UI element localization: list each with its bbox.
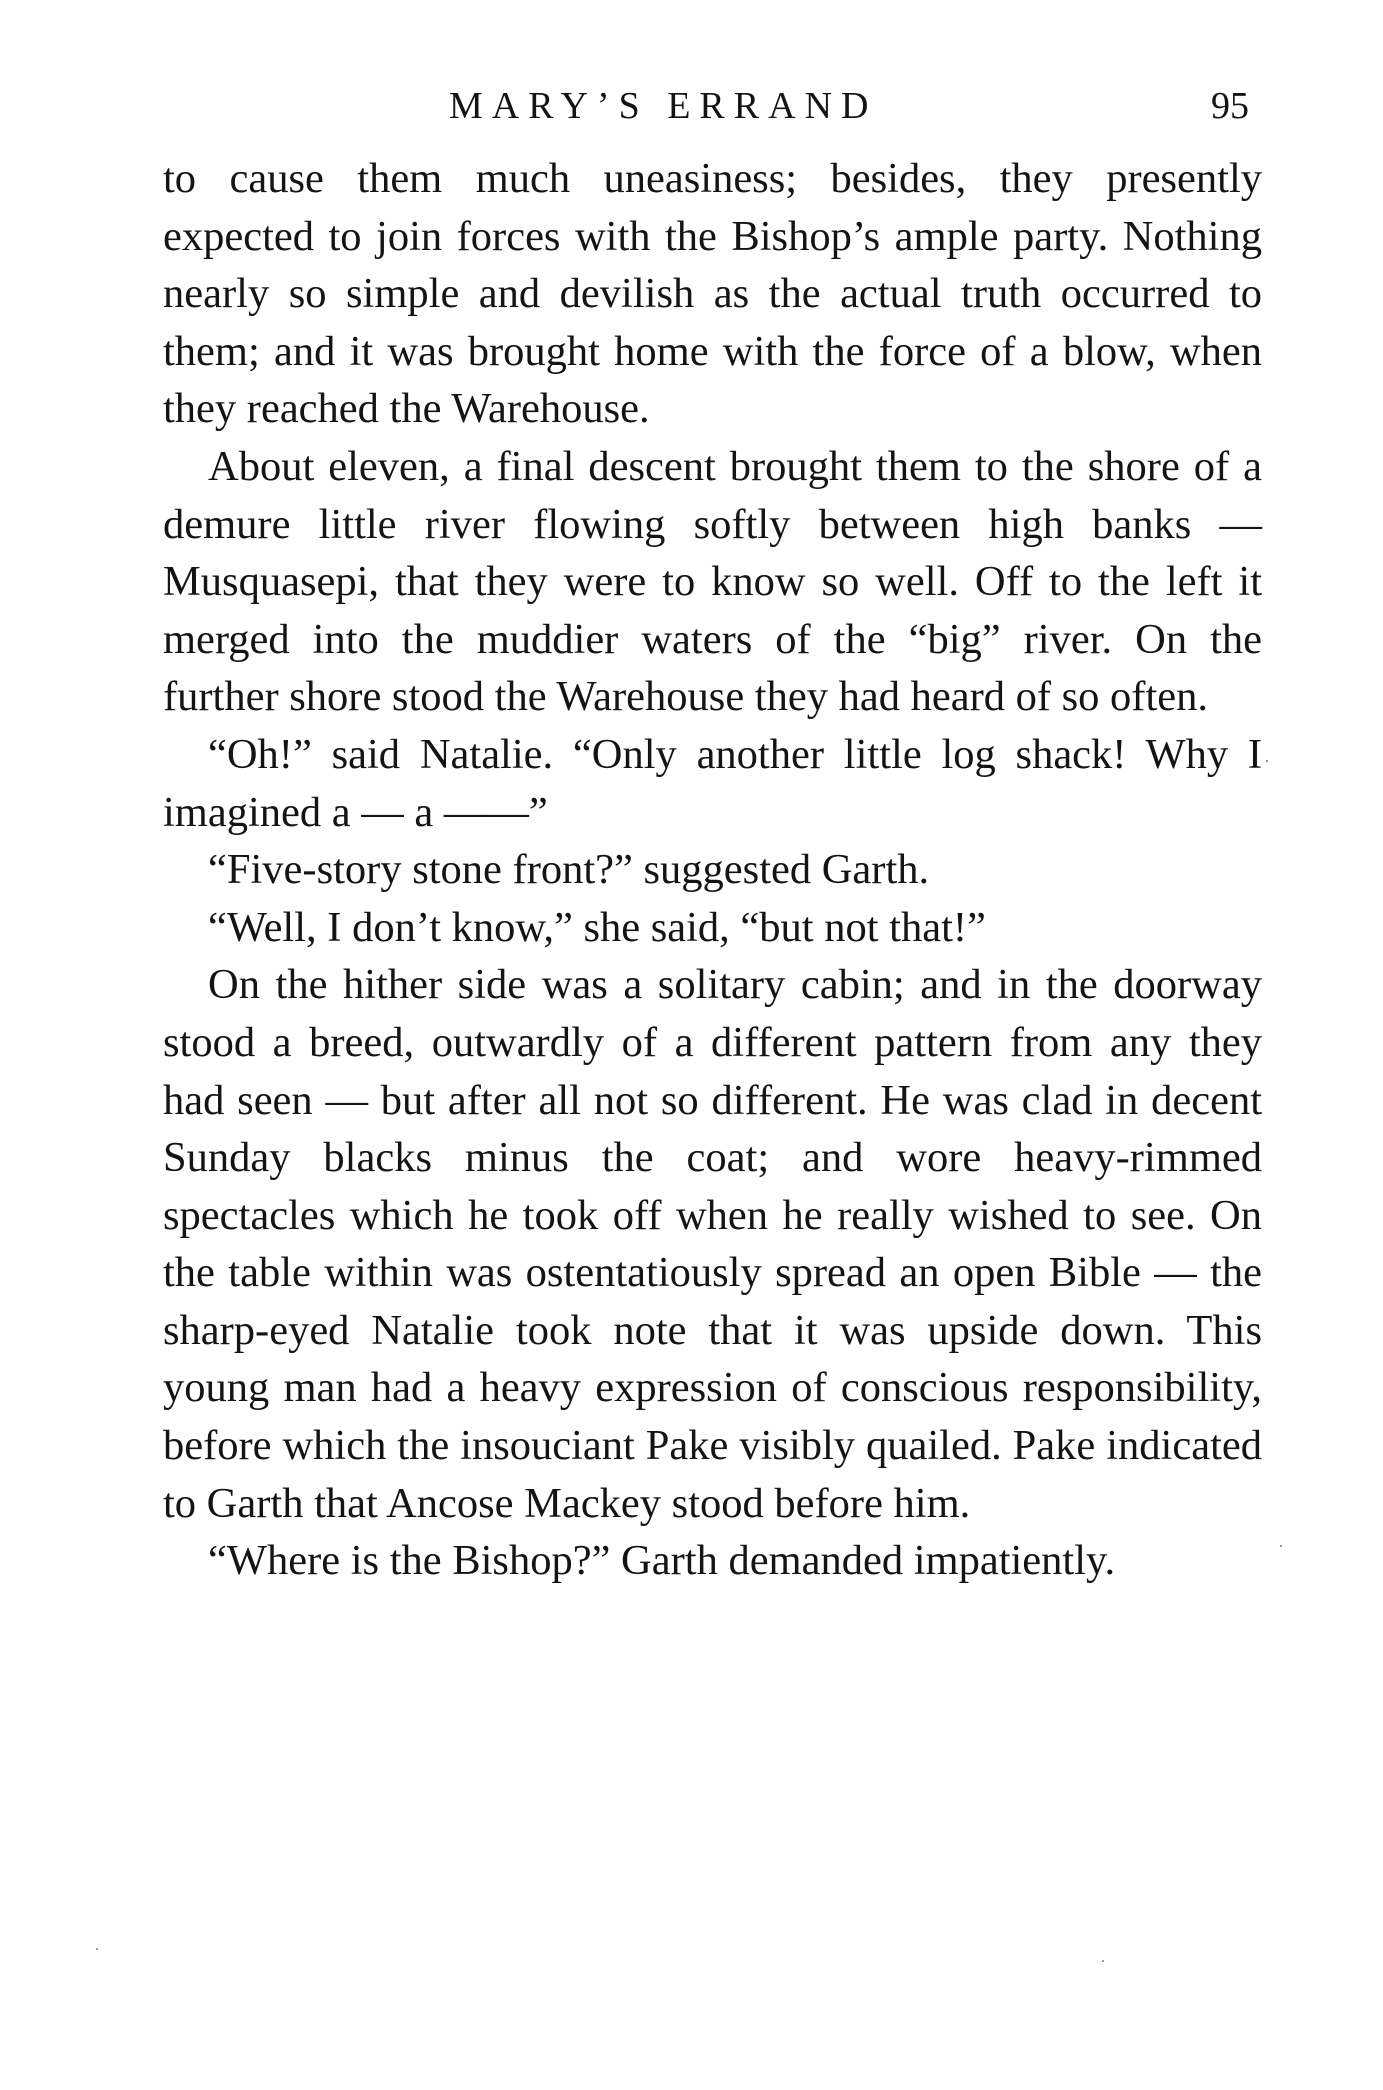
dialogue-paragraph: “Oh!” said Natalie. “Only another little log shack! Why I imagined a — a ——”	[163, 730, 1262, 836]
dialogue-paragraph: “Well, I don’t know,” she said, “but not that!”	[208, 903, 986, 951]
body-text	[163, 150, 1262, 1590]
paper-speck	[1266, 760, 1268, 762]
running-title: MARY’S ERRAND	[449, 85, 878, 127]
dialogue-paragraph: “Where is the Bishop?” Garth demanded impatiently.	[208, 1537, 1116, 1585]
page-number: 95	[1211, 85, 1249, 127]
paper-speck	[1280, 1545, 1282, 1547]
paragraph-continued: to cause them much uneasiness; besides, they presently expected to join forces with the Bishop’s ample party. Nothing nearly so simple and devilish as the actual truth occurred to them; and it was brought home with the force of a blow, when they reached the Warehouse.	[163, 155, 1262, 433]
paragraph: On the hither side was a solitary cabin; and in the doorway stood a breed, outwardly of a different pattern from any they had seen — but after all not so different. He was clad in decent Sunday blacks minus the coat; and wore heavy-rimmed spectacles which he took off when he really wished to see. On the table within was ostentatiously spread an open Bible — the sharp-eyed Natalie took note that it was upside down. This young man had a heavy expression of conscious responsibility, before which the insouciant Pake visibly quailed. Pake indicated to Garth that Ancose Mackey stood before him.	[163, 961, 1262, 1527]
running-head	[163, 76, 1263, 136]
paragraph: About eleven, a final descent brought them to the shore of a demure little river flowing softly between high banks — Musquasepi, that they were to know so well. Off to the left it merged into the muddier waters of the “big” river. On the further shore stood the Warehouse they had heard of so often.	[163, 442, 1262, 721]
paper-speck	[96, 1948, 98, 1950]
dialogue-paragraph: “Five-story stone front?” suggested Garth.	[208, 846, 930, 894]
paper-speck	[1102, 1960, 1104, 1962]
